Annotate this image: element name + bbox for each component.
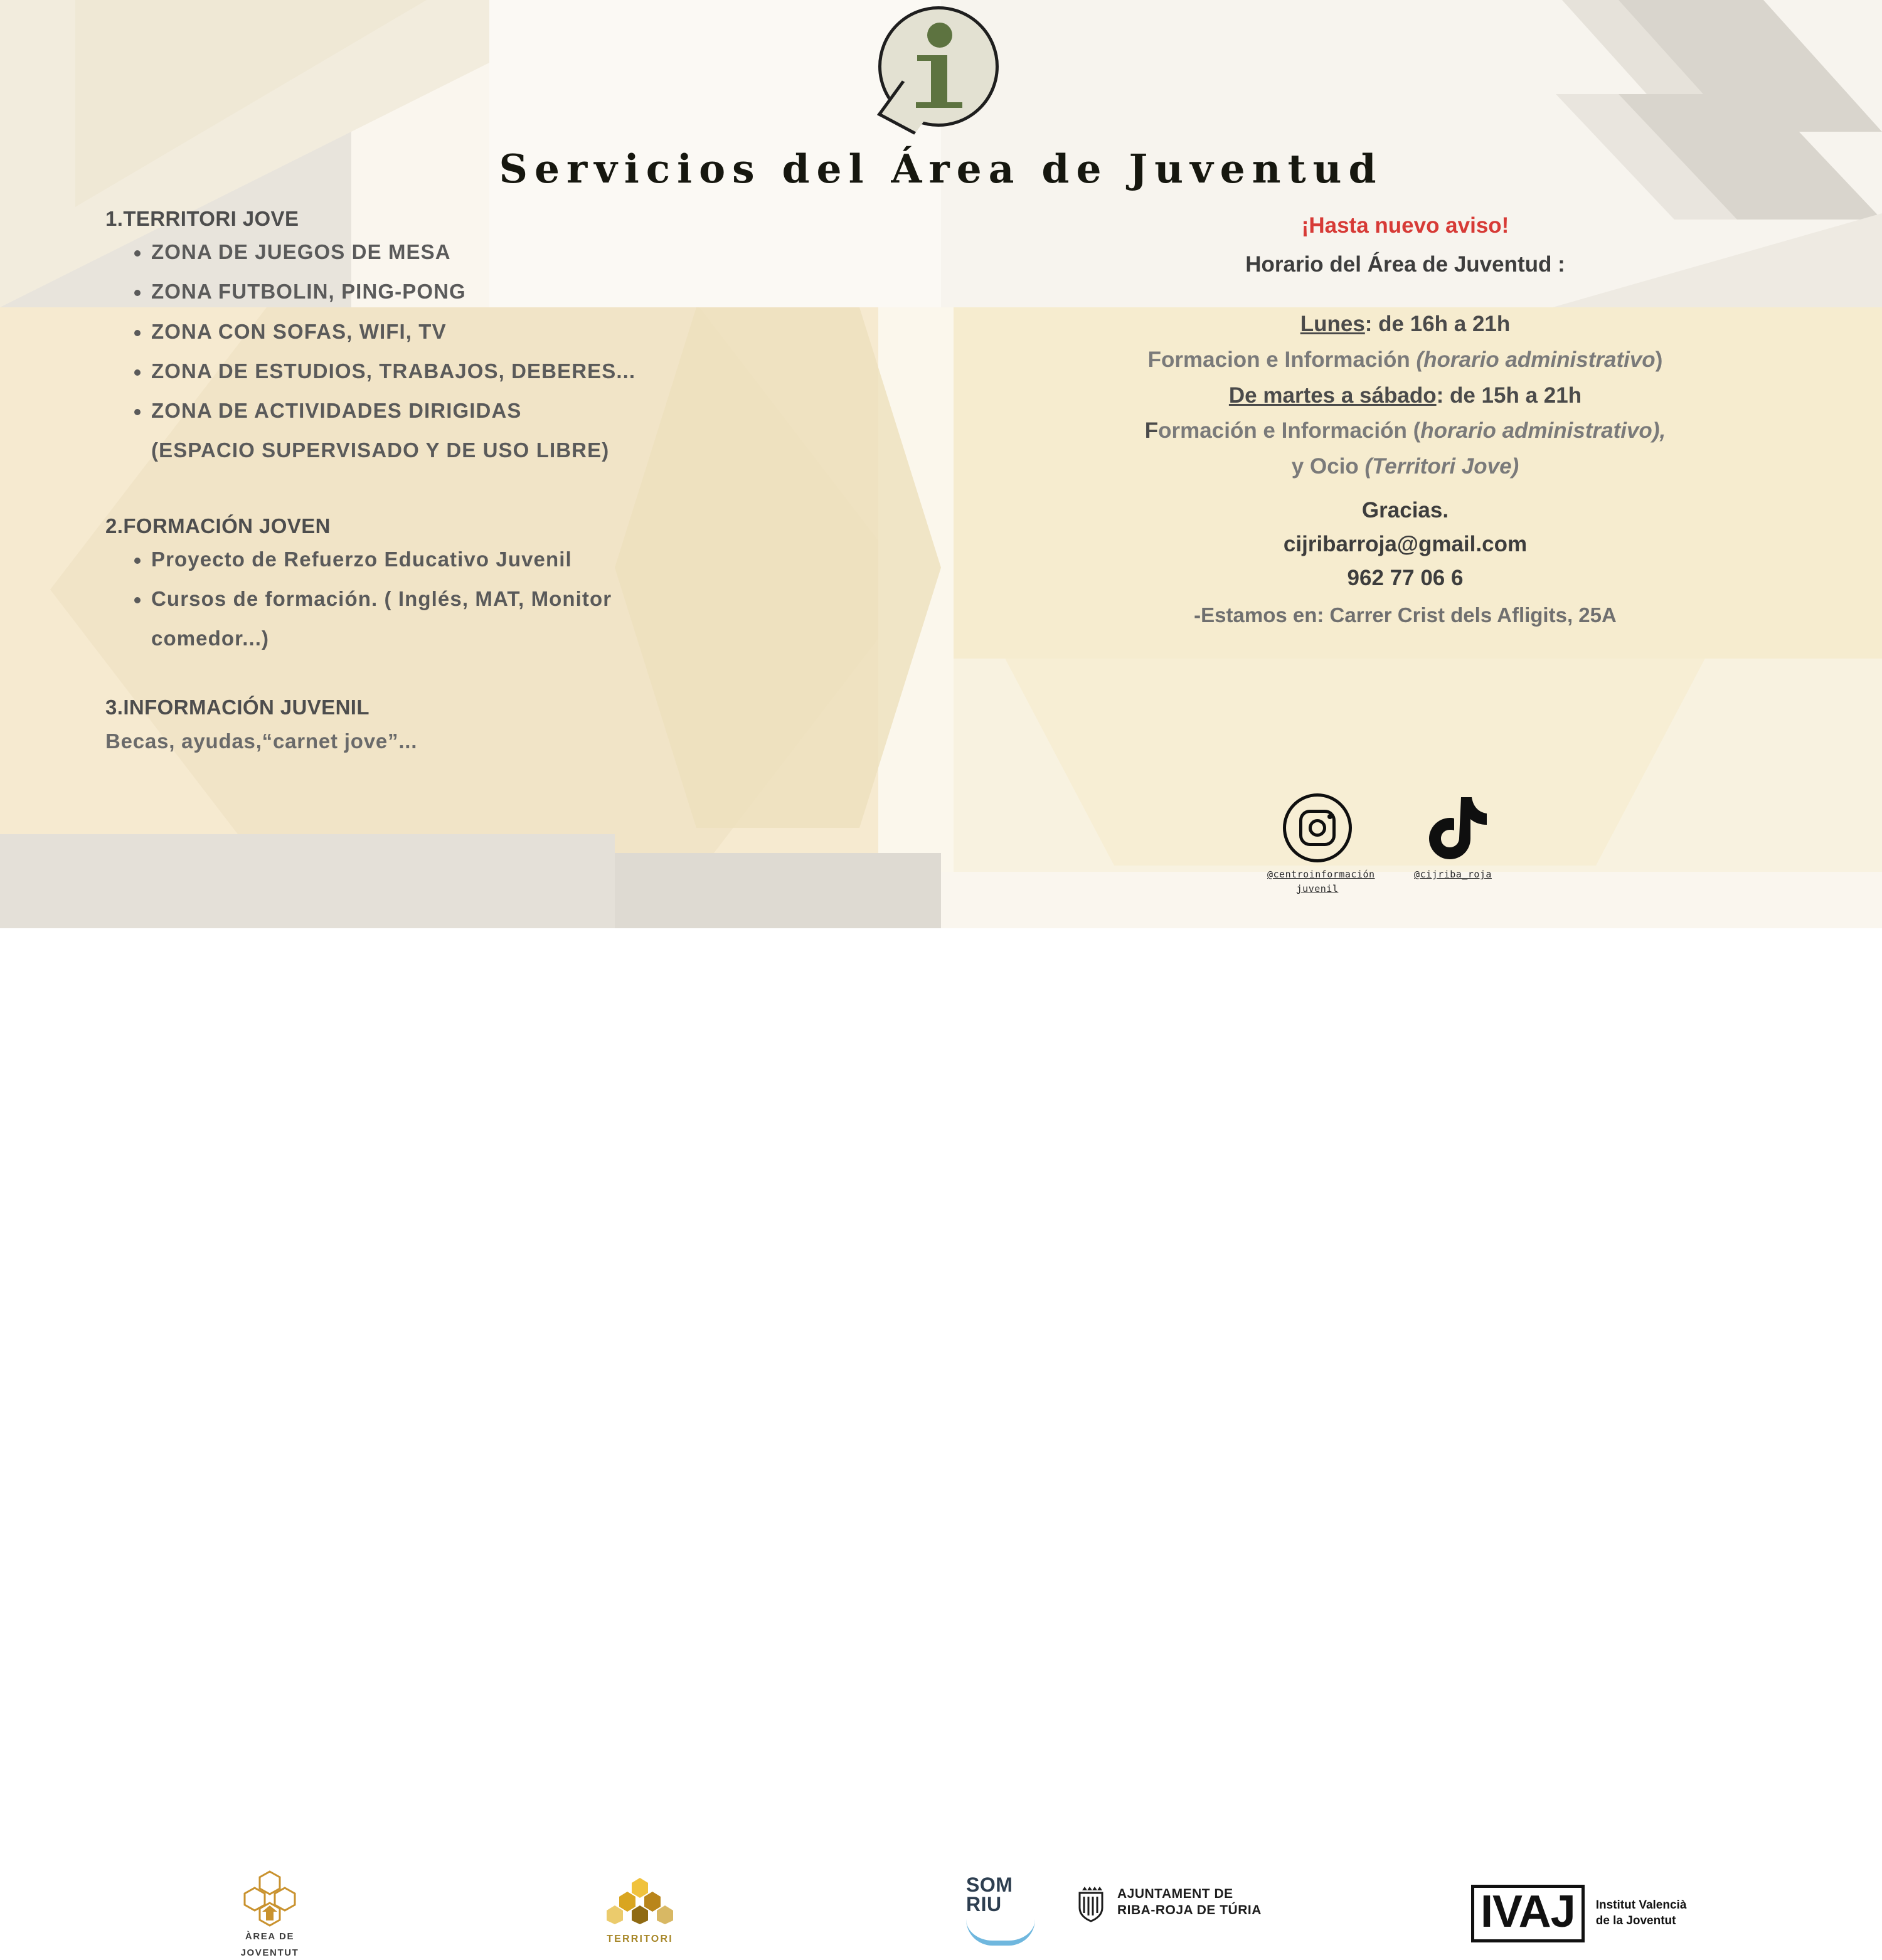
schedule-tuesday-detail-a: F <box>1144 418 1159 443</box>
territori-label: TERRITORI <box>607 1934 673 1944</box>
schedule-monday-detail-c: ) <box>1655 347 1663 372</box>
list-item: (ESPACIO SUPERVISADO Y DE USO LIBRE) <box>151 438 610 462</box>
schedule-column <box>966 213 1844 627</box>
footer-logo-bar <box>0 928 1882 1959</box>
schedule-tuesday-detail <box>966 415 1844 447</box>
contact-address: -Estamos en: Carrer Crist dels Afligits, 25A <box>1194 603 1617 627</box>
instagram-lens-shape <box>1309 819 1326 837</box>
coat-of-arms-icon <box>1076 1883 1106 1922</box>
info-i-serif-bottom <box>916 102 962 108</box>
informacion-juvenil-note: Becas, ayudas,“carnet jove”... <box>105 729 418 753</box>
schedule-monday <box>966 309 1844 341</box>
tiktok-handle[interactable]: @cijriba_roja <box>1414 869 1492 880</box>
som-riu-logo <box>966 1875 1073 1946</box>
instagram-handle[interactable]: @centroinformación juvenil <box>1267 869 1375 894</box>
territori-mark <box>565 1875 715 1927</box>
social-instagram[interactable] <box>1267 793 1375 896</box>
info-i-stem <box>931 55 947 108</box>
list-item: comedor...) <box>151 627 270 650</box>
schedule-tuesday-detail-c: horario administrativo), <box>1420 418 1666 443</box>
schedule-tuesday-label: De martes a sábado <box>1228 383 1437 408</box>
decor-grey-block-bottomleft <box>0 834 615 928</box>
list-item: ZONA FUTBOLIN, PING-PONG <box>105 279 921 304</box>
area-joventut-mark <box>188 1869 351 1927</box>
services-list-column <box>105 207 921 753</box>
ivaj-subtitle-2: de la Joventut <box>1595 1914 1676 1927</box>
contact-phone[interactable]: 962 77 06 6 <box>1347 565 1464 590</box>
instagram-icon[interactable] <box>1283 793 1352 862</box>
ivaj-subtitle-1: Institut Valencià <box>1595 1899 1687 1912</box>
social-links <box>1267 793 1531 896</box>
schedule-monday-detail <box>966 344 1844 376</box>
som-riu-line-2: RIU <box>966 1893 1002 1916</box>
contact-email[interactable]: cijribarroja@gmail.com <box>1283 531 1528 556</box>
list-item: ZONA DE ESTUDIOS, TRABAJOS, DEBERES... <box>105 359 921 384</box>
instagram-dot-shape <box>1327 814 1332 819</box>
list-item: Cursos de formación. ( Inglés, MAT, Monitor <box>105 586 898 612</box>
ajuntament-line-2: RIBA-ROJA DE TÚRIA <box>1117 1903 1262 1917</box>
som-riu-line-1: SOM <box>966 1873 1013 1896</box>
decor-grey-block-bottommid <box>615 853 941 928</box>
area-joventut-label-2: JOVENTUT <box>240 1947 299 1959</box>
section-heading-territori-jove: 1.TERRITORI JOVE <box>105 207 299 230</box>
info-i-dot <box>927 23 952 48</box>
schedule-tuesday-saturday <box>966 380 1844 412</box>
som-riu-smile-shape <box>966 1919 1035 1946</box>
ivaj-wordmark: IVAJ <box>1471 1885 1585 1942</box>
spacer <box>105 665 921 696</box>
formacion-joven-items <box>105 547 921 652</box>
section-heading-informacion-juvenil: 3.INFORMACIÓN JUVENIL <box>105 696 369 719</box>
schedule-tuesday-detail-d: y Ocio <box>1291 454 1365 479</box>
schedule-monday-hours: : de 16h a 21h <box>1364 312 1511 336</box>
area-joventut-label-1: ÀREA DE <box>245 1931 295 1942</box>
schedule-title: Horario del Área de Juventud : <box>1245 252 1565 277</box>
list-item: ZONA DE JUEGOS DE MESA <box>105 240 921 265</box>
page-title: Servicios del Área de Juventud <box>499 146 1383 192</box>
section-heading-formacion-joven: 2.FORMACIÓN JOVEN <box>105 514 331 538</box>
schedule-monday-detail-b: (horario administrativo <box>1416 347 1656 372</box>
list-item: ZONA DE ACTIVIDADES DIRIGIDAS <box>105 398 921 423</box>
spacer <box>105 478 921 514</box>
list-item: ZONA CON SOFAS, WIFI, TV <box>105 319 921 344</box>
ajuntament-riba-roja-logo <box>1076 1883 1339 1922</box>
territori-logo <box>565 1875 715 1945</box>
ivaj-logo <box>1471 1885 1785 1942</box>
schedule-tuesday-hours: : de 15h a 21h <box>1436 383 1582 408</box>
list-item: Proyecto de Refuerzo Educativo Juvenil <box>105 547 898 572</box>
schedule-monday-label: Lunes <box>1300 312 1365 336</box>
information-i-icon <box>878 6 1004 132</box>
area-de-joventut-logo <box>188 1869 351 1960</box>
territori-jove-items <box>105 240 921 464</box>
schedule-tuesday-detail-b: ormación e Información ( <box>1158 418 1421 443</box>
social-tiktok[interactable] <box>1403 793 1503 882</box>
schedule-tuesday-detail-2 <box>966 451 1844 483</box>
notice-alert: ¡Hasta nuevo aviso! <box>1301 213 1509 238</box>
thanks-text: Gracias. <box>1361 497 1449 522</box>
schedule-tuesday-detail-e: (Territori Jove) <box>1364 454 1519 479</box>
schedule-monday-detail-a: Formacion e Información <box>1147 347 1417 372</box>
ajuntament-line-1: AJUNTAMENT DE <box>1117 1886 1233 1901</box>
tiktok-icon[interactable] <box>1418 793 1487 862</box>
